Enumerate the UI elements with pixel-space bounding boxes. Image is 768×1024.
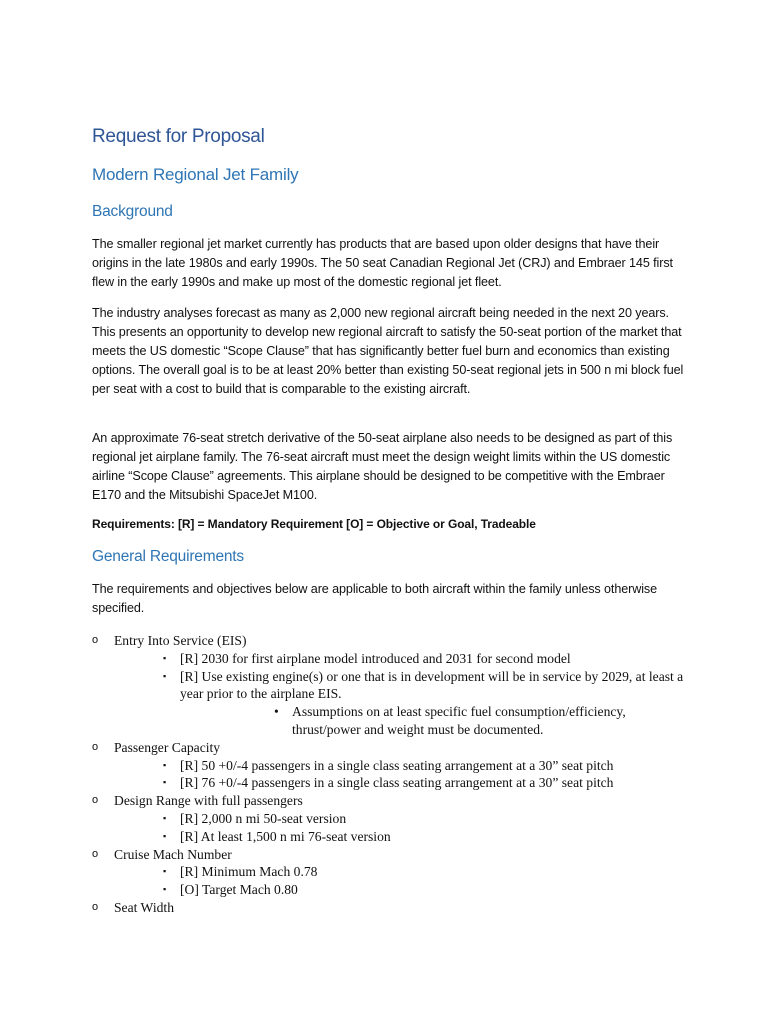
sub-item	[114, 650, 692, 668]
sub-sub-item	[180, 703, 692, 739]
list-item-label: Entry Into Service (EIS)	[114, 633, 247, 648]
sub-item-text: [R] Use existing engine(s) or one that is in development will be in service by 2029, at least a year prior to the airplane EIS.	[180, 668, 684, 702]
square-bullet-icon: ▪	[163, 812, 167, 823]
sub-item	[114, 863, 692, 881]
square-bullet-icon: ▪	[163, 652, 167, 663]
sub-item-text: [R] 50 +0/-4 passengers in a single class seating arrangement at a 30” seat pitch	[180, 757, 614, 773]
sub-item-text: [R] 2,000 n mi 50-seat version	[180, 810, 347, 826]
sub-item	[114, 810, 692, 828]
requirements-list	[92, 632, 692, 917]
list-item-eis	[92, 632, 692, 739]
list-item-label: Passenger Capacity	[114, 739, 221, 755]
sub-item-text: [R] At least 1,500 n mi 76-seat version	[180, 828, 391, 844]
hollow-bullet-icon: o	[92, 794, 99, 807]
page-title: Request for Proposal	[92, 126, 265, 147]
sub-item	[114, 774, 692, 792]
square-bullet-icon: ▪	[163, 777, 167, 788]
background-heading: Background	[92, 203, 173, 220]
square-bullet-icon: ▪	[163, 866, 167, 877]
hollow-bullet-icon: o	[92, 634, 99, 646]
sub-item-text: [R] Minimum Mach 0.78	[180, 864, 318, 880]
square-bullet-icon: ▪	[163, 670, 167, 681]
background-paragraph-3: An approximate 76-seat stretch derivative of the 50-seat airplane also needs to be designed as part of this regional jet airplane family. The 76-seat aircraft must meet the design weight limits within the US domestic airline “Scope Clause” agreements. This airplane should be designed to be competitive with the Embraer E170 and the Mitsubishi SpaceJet M100.	[92, 431, 673, 502]
square-bullet-icon: ▪	[163, 830, 167, 841]
document-subtitle: Modern Regional Jet Family	[92, 165, 299, 184]
general-requirements-heading: General Requirements	[92, 548, 244, 565]
background-paragraph-1: The smaller regional jet market currently has products that are based upon older designs that have their origins in the late 1980s and early 1990s. The 50 seat Canadian Regional Jet (CRJ) and Embraer 145 first flew in the early 1990s and make up most of the domestic regional jet fleet.	[92, 237, 673, 289]
list-item-label: Seat Width	[114, 899, 174, 915]
general-intro: The requirements and objectives below are applicable to both aircraft within the family unless otherwise specified.	[92, 582, 658, 615]
sub-item	[114, 881, 692, 899]
hollow-bullet-icon: o	[92, 900, 99, 913]
sub-item	[114, 757, 692, 775]
list-item-seat-width	[92, 899, 692, 917]
hollow-bullet-icon: o	[92, 740, 99, 753]
list-item-cruise-mach	[92, 846, 692, 899]
list-item-label: Design Range with full passengers	[114, 793, 303, 809]
sub-item-text: [O] Target Mach 0.80	[180, 882, 298, 898]
sub-item-text: [R] 2030 for first airplane model introduced and 2031 for second model	[180, 650, 571, 666]
sub-item-text: [R] 76 +0/-4 passengers in a single class seating arrangement at a 30” seat pitch	[180, 775, 614, 791]
requirements-key: Requirements: [R] = Mandatory Requirement [O] = Objective or Goal, Tradeable	[92, 517, 536, 531]
square-bullet-icon: ▪	[163, 884, 167, 895]
dot-bullet-icon: •	[274, 704, 279, 720]
sub-sub-item-text: Assumptions on at least specific fuel consumption/efficiency, thrust/power and weight must be documented.	[292, 704, 626, 737]
square-bullet-icon: ▪	[163, 759, 167, 770]
sub-item	[114, 668, 692, 739]
sub-item	[114, 828, 692, 846]
hollow-bullet-icon: o	[92, 847, 99, 860]
background-paragraph-2: The industry analyses forecast as many as 2,000 new regional aircraft being needed in the next 20 years. This presents an opportunity to develop new regional aircraft to satisfy the 50-seat portion of the market that meets the US domestic “Scope Clause” that has significantly better fuel burn and economics than existing options. The overall goal is to be at least 20% better than existing 50-seat regional jets in 500 n mi block fuel per seat with a cost to build that is comparable to the existing aircraft.	[92, 306, 684, 396]
list-item-label: Cruise Mach Number	[114, 846, 232, 862]
list-item-design-range	[92, 792, 692, 845]
list-item-passenger-capacity	[92, 739, 692, 792]
